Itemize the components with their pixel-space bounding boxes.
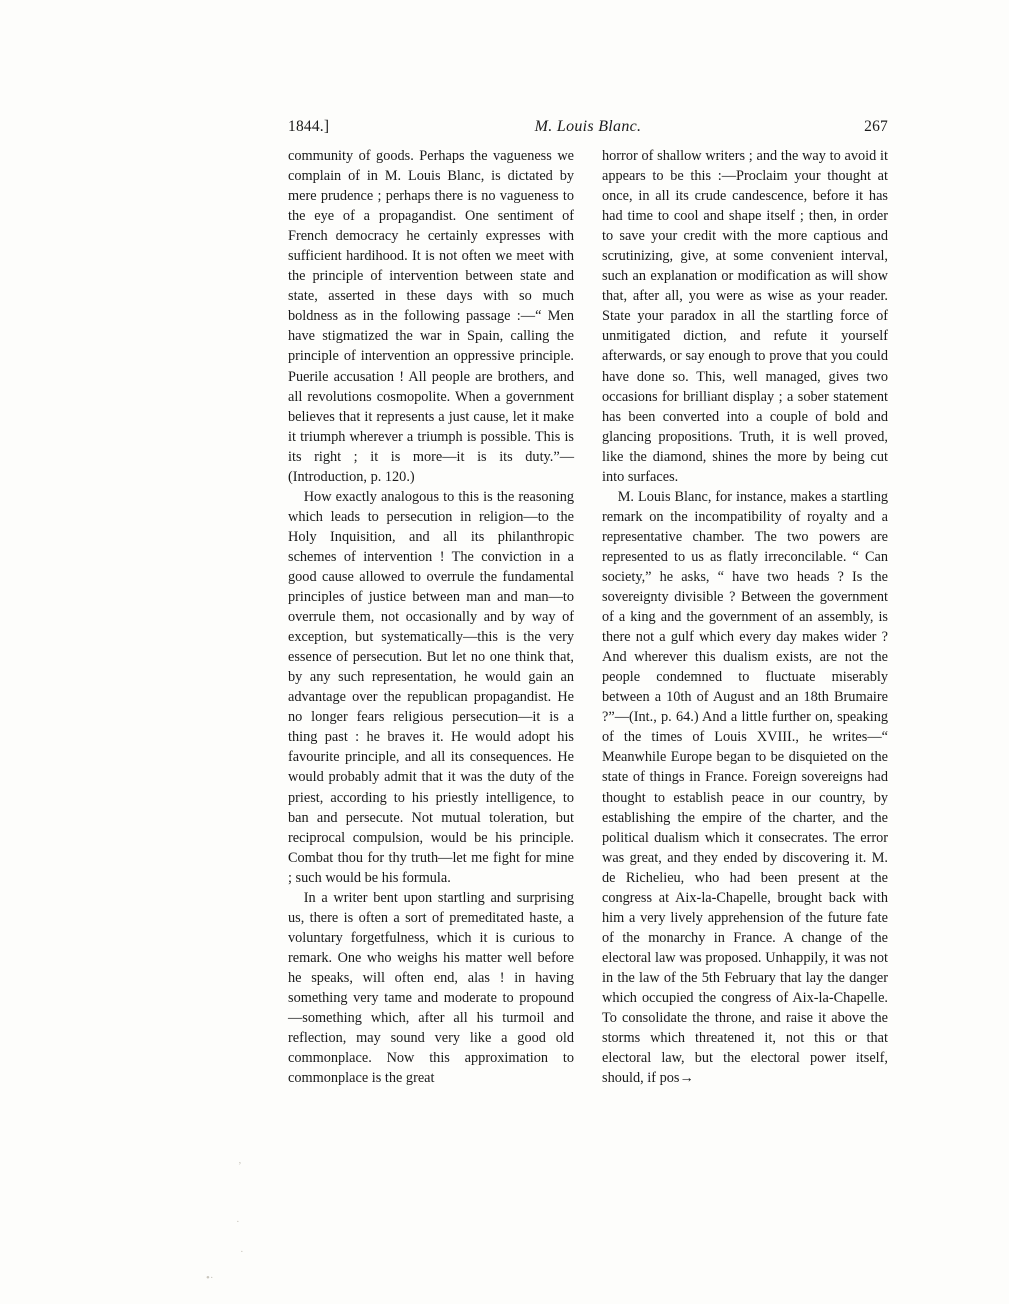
running-title: M. Louis Blanc.	[534, 118, 642, 135]
margin-speck: ·	[240, 1246, 244, 1258]
page-header	[288, 118, 888, 138]
paragraph: In a writer bent upon startling and surprising us, there is often a sort of premeditated haste, a voluntary forgetfulness, which it is curious to remark. One who weighs his matter well before he speaks, will often end, alas ! in having something very tame and moderate to propound—something which, after all his turmoil and reflection, may sound very like a good old commonplace. Now this approximation to commonplace is the great	[288, 889, 574, 1087]
margin-speck: ·	[236, 1216, 240, 1228]
column-right	[602, 146, 888, 1088]
column-left	[288, 146, 574, 1088]
margin-speck: ’	[238, 1160, 242, 1172]
margin-speck: •·	[206, 1272, 214, 1284]
paragraph: community of goods. Perhaps the vagueness we complain of in M. Louis Blanc, is dictated by mere prudence ; perhaps there is no vagueness to the eye of a propagandist. One sentiment of French democracy he certainly expresses with sufficient hardihood. It is not often we meet with the principle of intervention between state and state, asserted in these days with so much boldness as in the following passage :—“ Men have stigmatized the war in Spain, calling the principle of intervention an oppressive principle. Puerile accusation ! All people are brothers, and all revolutions cosmopolite. When a government believes that it represents a just cause, let it make it triumph wherever a triumph is possible. This is its right ; it is more—it is its duty.”—(Introduction, p. 120.)	[288, 148, 574, 485]
paragraph: M. Louis Blanc, for instance, makes a startling remark on the incompatibility of royalty and a representative chamber. The two powers are represented to us as flatly irreconcilable. “ Can society,” he asks, “ have two heads ? Is the sovereignty divisible ? Between the government of a king and the government of an assembly, is there not a gulf which every day makes wider ? And wherever this dualism exists, are not the people condemned to fluctuate miserably between a 10th of August and an 18th Brumaire ?”—(Int., p. 64.) And a little further on, speaking of the times of Louis XVIII., he writes—“ Meanwhile Europe began to be disquieted on the state of things in France. Foreign sovereigns had thought to establish peace in our country, by establishing the empire of the charter, and the political dualism which it consecrates. The error was great, and they ended by discovering it. M. de Richelieu, who had been present at the congress at Aix-la-Chapelle, brought back with him a very lively apprehension of the future fate of the monarchy in France. A change of the electoral law was proposed. Unhappily, it was not in the law of the 5th February that lay the danger which occupied the congress of Aix-la-Chapelle. To consolidate the throne, and raise it above the storms which threatened it, not this or that electoral law, but the electoral power itself, should, if pos→	[602, 488, 888, 1087]
paragraph: How exactly analogous to this is the reasoning which leads to persecution in religion—to the Holy Inquisition, and all its philanthropic schemes of intervention ! The conviction in a good cause allowed to overrule the fundamental principles of justice between man and man—to overrule them, not occasionally and by way of exception, but systematically—this is the very essence of persecution. But let no one think that, by any such representation, he would gain an advantage over the republican propagandist. He no longer fears religious persecution—it is a thing past : he braves it. He would adopt his favourite principle, and all its consequences. He would probably admit that it was the duty of the priest, according to his priestly intelligence, to ban and persecute. Not mutual toleration, but reciprocal compulsion, would be his principle. Combat thou for thy truth—let me fight for mine ; such would be his formula.	[288, 488, 574, 886]
header-year: 1844.]	[288, 118, 330, 135]
paragraph: horror of shallow writers ; and the way to avoid it appears to be this :—Proclaim your thought at once, in all its crude candescence, before it has had time to cool and shape itself ; then, in order to save your credit with the more captious and scrutinizing, give, at some convenient interval, such an explanation or modification as will show that, after all, you were as wise as your reader. State your paradox in all the startling force of unmitigated diction, and refute it yourself afterwards, or say enough to prove that you could have done so. This, well managed, gives two occasions for brilliant display ; a sober statement has been converted into a couple of bold and glancing propositions. Truth, it is well proved, like the diamond, shines the more by being cut into surfaces.	[602, 148, 888, 485]
page-number: 267	[864, 118, 888, 135]
